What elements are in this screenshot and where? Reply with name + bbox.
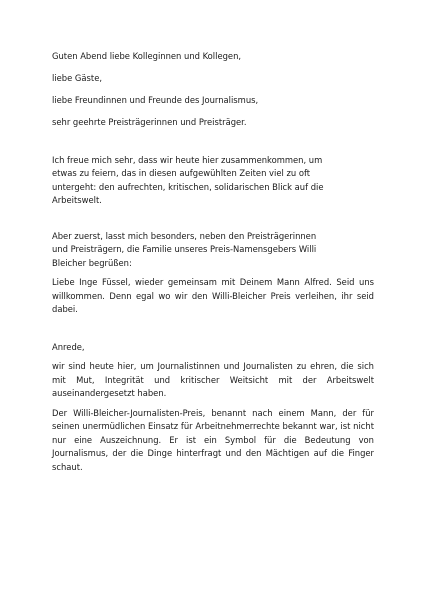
anrede-line: Anrede, <box>52 341 85 352</box>
honor-paragraph: wir sind heute hier, um Journalistinnen und Journalisten zu ehren, die sich mit Mut, Integrität und kritischer Weitsicht mit der Arbeitswelt auseinandergesetzt haben. <box>52 361 374 398</box>
greeting-line: sehr geehrte Preisträgerinnen und Preisträger. <box>52 117 247 127</box>
intro-paragraph: Ich freue mich sehr, dass wir heute hier zusammenkommen, um etwas zu feiern, das in diesen aufgewühlten Zeiten viel zu oft untergeht: den aufrechten, kritischen, solidarischen Blick auf die Arbeitswelt. <box>52 154 324 205</box>
greeting-line: Guten Abend liebe Kolleginnen und Kollegen, <box>52 51 242 61</box>
fuessel-paragraph: Liebe Inge Füssel, wieder gemeinsam mit Deinem Mann Alfred. Seid uns willkommen. Denn egal wo wir den Willi-Bleicher Preis verleihen, ihr seid dabei. <box>52 277 374 314</box>
family-paragraph: Aber zuerst, lasst mich besonders, neben den Preisträgerinnen und Preisträgern, die Familie unseres Preis-Namensgebers Willi Bleicher begrüßen: <box>52 230 317 268</box>
greeting-line: liebe Freundinnen und Freunde des Journalismus, <box>52 95 259 105</box>
prize-paragraph: Der Willi-Bleicher-Journalisten-Preis, benannt nach einem Mann, der für seinen unermüdlichen Einsatz für Arbeitnehmerrechte bekannt war, ist nicht nur eine Auszeichnung. Er ist ein Symbol für die Bedeutung von Journalismus, der die Dinge hinterfragt und den Mächtigen auf die Finger schaut. <box>52 407 374 472</box>
greeting-line: liebe Gäste, <box>52 73 103 83</box>
speech-text <box>52 50 374 474</box>
